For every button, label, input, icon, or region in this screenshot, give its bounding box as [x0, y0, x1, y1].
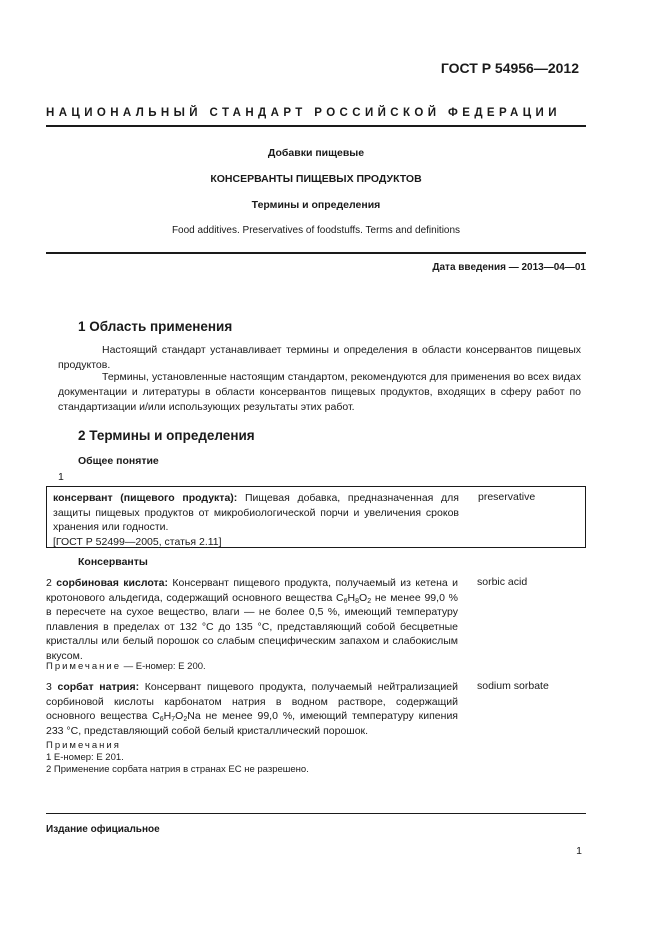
term-1-definition	[53, 491, 459, 549]
term-3-notes-label: Примечания	[46, 740, 121, 751]
term-3-sub-3: 2	[183, 716, 188, 723]
term-3-def-b: H	[163, 710, 172, 722]
term-3-sub-1: 6	[159, 716, 164, 723]
term-3-note-2: 2 Применение сорбата натрия в странах ЕС не разрешено.	[46, 764, 309, 775]
term-2-number: 2	[46, 577, 57, 589]
section-1-paragraph-2: Термины, установленные настоящим стандартом, рекомендуются для применения во всех видах документации и литературы в области консервантов пищевых продуктов, входящих в сферу работ по стандартизации и/или использующих результаты этих работ.	[58, 371, 581, 413]
term-3-term: сорбат натрия:	[57, 681, 140, 693]
term-1-number: 1	[58, 471, 64, 483]
title-line-1: Добавки пищевые	[267, 147, 365, 159]
section-2-heading-text: 2 Термины и определения	[78, 428, 255, 443]
page-number: 1	[576, 845, 582, 857]
preservatives-heading: Консерванты	[78, 556, 148, 568]
term-2-definition	[46, 576, 458, 663]
title-line-3: Термины и определения	[251, 199, 381, 211]
term-3-sub-2: 7	[171, 716, 176, 723]
title-line-2: КОНСЕРВАНТЫ ПИЩЕВЫХ ПРОДУКТОВ	[210, 173, 422, 185]
term-2-def-d: не менее 99,0 % в пересчете на сухое вещество, влаги — не более 0,5 %, имеющий температуру плавления в пределах от 132 °С до 135 °С, представляющий собой бесцветные кристаллы или белый порошок со слабым специфическим запахом и слабокислым вкусом.	[46, 591, 458, 662]
title-rule	[46, 252, 586, 254]
term-2-term: сорбиновая кислота:	[56, 577, 168, 589]
term-1-definition-text: Пищевая добавка, предназначенная для защиты пищевых продуктов от микробиологической порчи и увеличения сроков хранения или годности.	[53, 492, 459, 533]
term-1-box	[46, 486, 586, 548]
term-2-sub-3: 2	[367, 597, 372, 605]
term-3-notes	[46, 740, 309, 776]
term-3-def-d: Na не менее 99,0 %, имеющий температуру кипения 233 °С, представляющий собой белый кристаллический порошок.	[46, 710, 458, 737]
term-2-sub-2: 8	[355, 597, 360, 605]
term-2-def-a: Консервант пищевого продукта, получаемый из кетена и кротонового альдегида, содержащий основного вещества C	[46, 577, 458, 604]
term-1-term: консервант (пищевого продукта):	[53, 492, 238, 504]
term-2-note	[46, 661, 206, 673]
term-2-note-label: Примечание	[46, 661, 121, 672]
term-2-english: sorbic acid	[477, 576, 528, 588]
official-edition-label: Издание официальное	[46, 824, 160, 835]
general-concept-label: Общее понятие	[78, 455, 159, 467]
term-3-english: sodium sorbate	[477, 680, 549, 692]
term-2-sub-1: 6	[343, 597, 348, 605]
section-1-heading-text: 1 Область применения	[78, 319, 233, 334]
footer-rule	[46, 813, 586, 814]
term-3-note-1: 1 Е-номер: Е 201.	[46, 752, 124, 763]
term-3-definition	[46, 680, 458, 738]
section-2-heading	[78, 428, 255, 443]
term-3-def-a: Консервант пищевого продукта, получаемый нейтрализацией сорбиновой кислоты карбонатом натрия в водном растворе, содержащий основного вещества C	[46, 681, 458, 722]
term-2-note-text: — Е-номер: Е 200.	[121, 661, 206, 672]
term-3-def-c: O	[175, 710, 184, 722]
introduction-date: Дата введения — 2013—04—01	[432, 262, 586, 273]
term-1-english: preservative	[478, 491, 536, 503]
term-1-reference: [ГОСТ Р 52499—2005, статья 2.11]	[53, 535, 222, 548]
term-2-def-b: H	[347, 591, 356, 604]
term-2-def-c: O	[359, 591, 368, 604]
section-1-paragraph-1: Настоящий стандарт устанавливает термины и определения в области консервантов пищевых продуктов.	[58, 344, 581, 371]
section-1-heading	[78, 319, 232, 334]
header-rule	[46, 125, 586, 127]
term-3-number: 3	[46, 681, 58, 693]
title-english: Food additives. Preservatives of foodstuffs. Terms and definitions	[171, 225, 461, 236]
document-code: ГОСТ Р 54956—2012	[440, 60, 579, 76]
national-standard-title: НАЦИОНАЛЬНЫЙ СТАНДАРТ РОССИЙСКОЙ ФЕДЕРАЦИИ	[46, 107, 561, 119]
